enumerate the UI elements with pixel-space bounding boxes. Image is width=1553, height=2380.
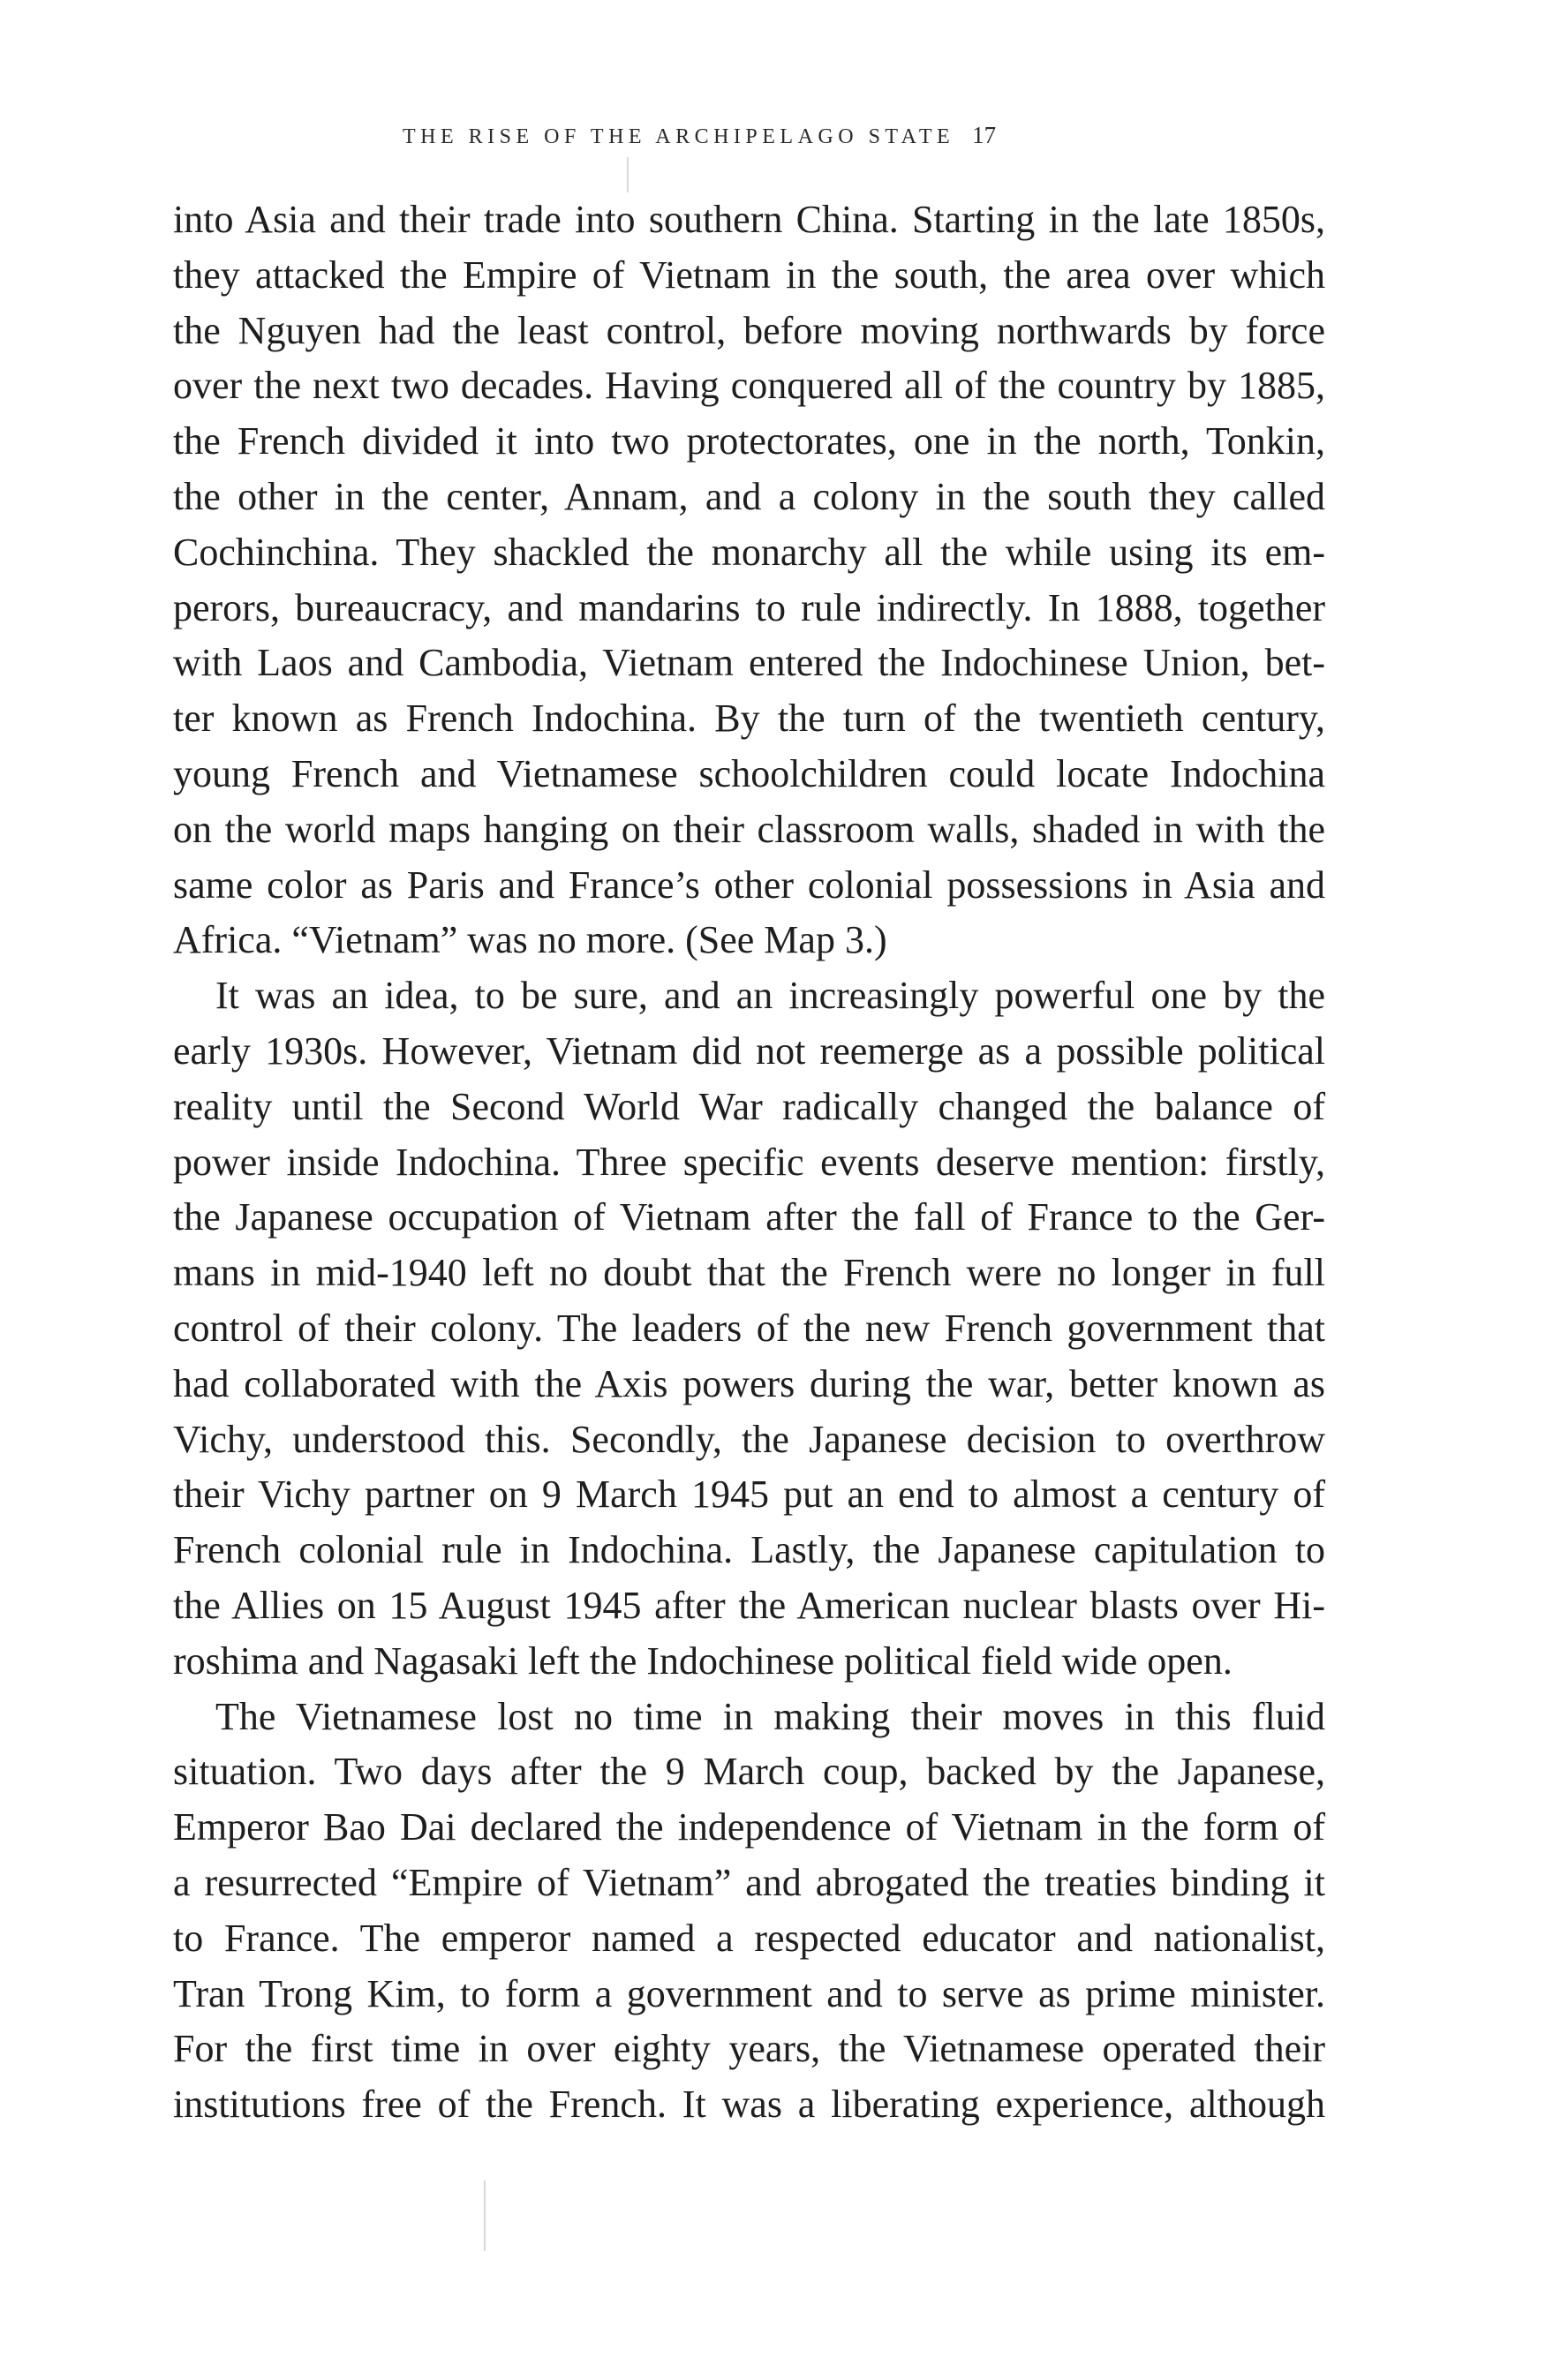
text-line: same color as Paris and France’s other colonial possessions in Asia and [173,862,1325,907]
text-line: Africa. “Vietnam” was no more. (See Map 3.) [173,918,887,962]
paragraph-1 [173,192,1325,968]
text-line: institutions free of the French. It was a liberating experience, although [173,2082,1325,2127]
body-text [173,192,1325,2133]
text-line: perors, bureaucracy, and mandarins to rule indirectly. In 1888, together [173,585,1325,629]
text-line: situation. Two days after the 9 March coup, backed by the Japanese, [173,1750,1325,1794]
text-line: had collaborated with the Axis powers during the war, better known as [173,1361,1325,1405]
text-line: with Laos and Cambodia, Vietnam entered the Indochinese Union, bet- [173,641,1325,685]
text-line: their Vichy partner on 9 March 1945 put an end to almost a century of [173,1472,1325,1517]
scan-mark-bottom [484,2180,486,2251]
text-line: the French divided it into two protectorates, one in the north, Tonkin, [173,419,1325,463]
text-line: to France. The emperor named a respected educator and nationalist, [173,1916,1325,1960]
text-line: Vichy, understood this. Secondly, the Japanese decision to overthrow [173,1417,1325,1461]
text-line: French colonial rule in Indochina. Lastly, the Japanese capitulation to [173,1528,1325,1572]
text-line: Cochinchina. They shackled the monarchy all the while using its em- [173,530,1325,574]
text-line: Emperor Bao Dai declared the independence of Vietnam in the form of [173,1805,1325,1849]
scan-mark-top [627,157,629,192]
page-number: 17 [972,122,997,148]
text-line: young French and Vietnamese schoolchildren could locate Indochina [173,751,1325,795]
running-title: THE RISE OF THE ARCHIPELAGO STATE [403,125,955,148]
running-head [403,122,1109,149]
text-line: the Japanese occupation of Vietnam after the fall of France to the Ger- [173,1195,1325,1239]
paragraph-3 [173,1690,1325,2133]
text-line: It was an idea, to be sure, and an increasingly powerful one by the [215,974,1325,1018]
text-line: the Nguyen had the least control, before moving northwards by force [173,308,1325,352]
text-line: the Allies on 15 August 1945 after the American nuclear blasts over Hi- [173,1583,1325,1627]
text-line: Tran Trong Kim, to form a government and to serve as prime minister. [173,1971,1325,2015]
text-line: roshima and Nagasaki left the Indochinese political field wide open. [173,1638,1233,1683]
text-line: For the first time in over eighty years, the Vietnamese operated their [173,2027,1325,2071]
text-line: control of their colony. The leaders of the new French government that [173,1306,1325,1350]
text-line: early 1930s. However, Vietnam did not reemerge as a possible political [173,1028,1325,1073]
text-line: a resurrected “Empire of Vietnam” and abrogated the treaties binding it [173,1860,1325,1904]
text-line: mans in mid-1940 left no doubt that the French were no longer in full [173,1251,1325,1295]
text-line: they attacked the Empire of Vietnam in the south, the area over which [173,252,1325,297]
paragraph-2 [173,968,1325,1689]
text-line: ter known as French Indochina. By the turn of the twentieth century, [173,697,1325,741]
text-line: into Asia and their trade into southern China. Starting in the late 1850s, [173,198,1325,241]
text-line: on the world maps hanging on their classroom walls, shaded in with the [173,807,1325,851]
text-line: The Vietnamese lost no time in making their moves in this fluid [215,1694,1325,1738]
text-line: over the next two decades. Having conquered all of the country by 1885, [173,364,1325,408]
text-line: the other in the center, Annam, and a colony in the south they called [173,474,1325,518]
text-line: power inside Indochina. Three specific events deserve mention: firstly, [173,1140,1325,1184]
text-line: reality until the Second World War radically changed the balance of [173,1084,1325,1128]
